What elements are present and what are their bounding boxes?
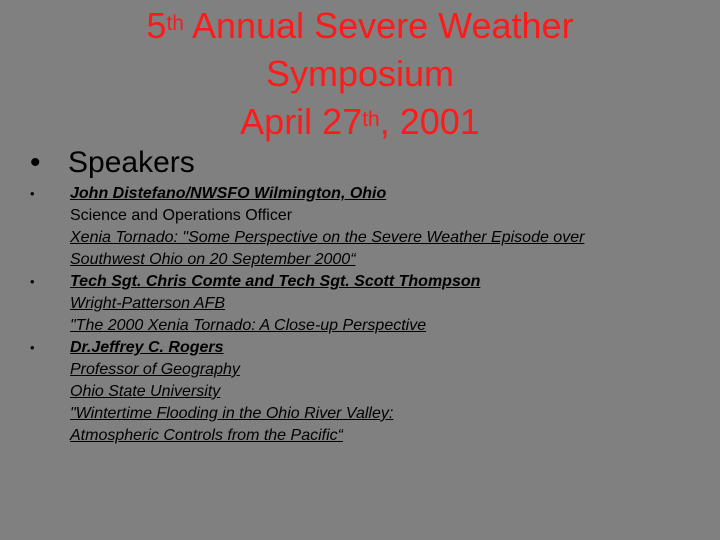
speaker-name[interactable]: John Distefano/NWSFO Wilmington, Ohio [70,185,387,202]
title-year: , 2001 [379,101,480,142]
talk-title: "The 2000 Xenia Tornado: A Close-up Perspective [70,317,427,334]
title-date-suffix: th [362,108,380,131]
speaker-name[interactable]: Dr.Jeffrey C. Rogers [70,339,224,356]
slide-title [0,2,720,146]
section-bullet: • [30,146,41,179]
talk-title-cont: Atmospheric Controls from the Pacific“ [70,427,343,444]
speaker-affiliation: Ohio State University [70,383,221,400]
section-label: Speakers [68,146,195,179]
talk-title-cont: Southwest Ohio on 20 September 2000“ [70,251,356,268]
title-ordinal: 5 [146,5,167,46]
speaker-name[interactable]: Tech Sgt. Chris Comte and Tech Sgt. Scott Thompson [70,273,481,290]
speaker-role: Science and Operations Officer [70,207,293,224]
speaker-entry [30,271,690,337]
list-bullet: • [30,274,35,289]
speaker-entry [30,183,690,271]
speaker-entry [30,337,690,447]
title-ordinal-suffix: th [166,12,184,35]
title-line-2: Symposium [265,53,455,94]
list-bullet: • [30,186,35,201]
list-bullet: • [30,340,35,355]
speaker-affiliation: Wright-Patterson AFB [70,295,226,312]
title-line-3 [0,98,720,146]
title-date: April 27 [240,101,363,142]
talk-title: Xenia Tornado: "Some Perspective on the Severe Weather Episode over [70,229,585,246]
speaker-list [30,183,690,447]
title-event-name: Annual Severe Weather [183,5,574,46]
title-line-1 [0,2,720,50]
talk-title: "Wintertime Flooding in the Ohio River Valley: [70,405,394,422]
speaker-role: Professor of Geography [70,361,240,378]
section-heading [30,144,195,182]
